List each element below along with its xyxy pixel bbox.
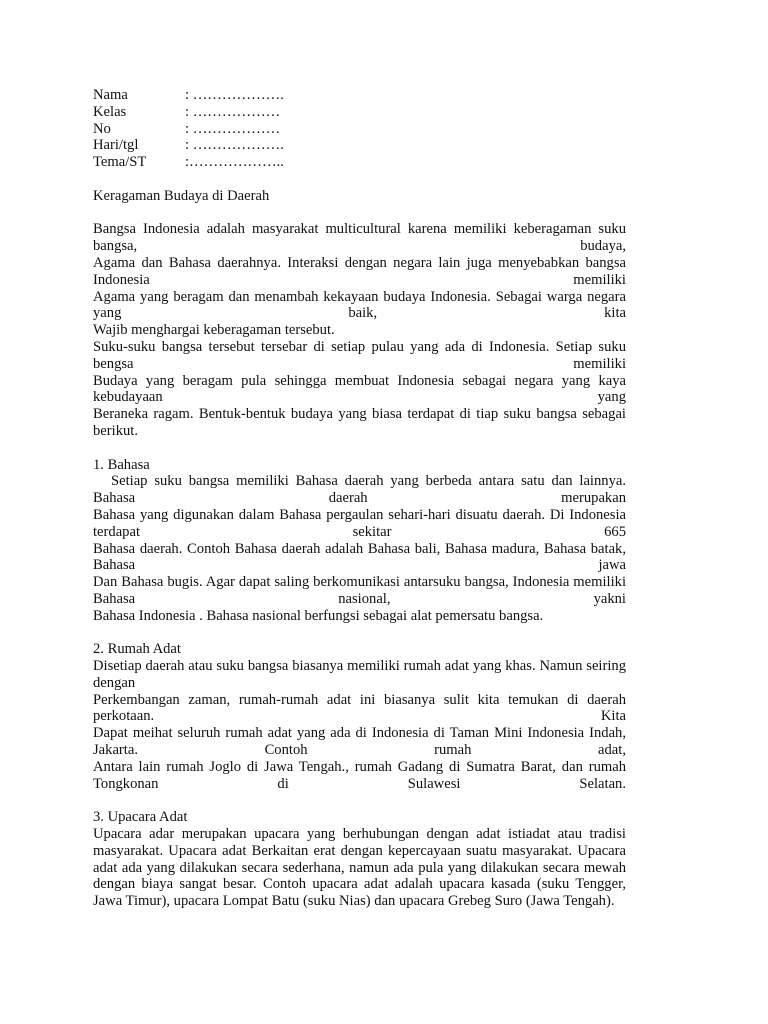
section-line: Perkembangan zaman, rumah-rumah adat ini biasanya sulit kita temukan di daerah perkotaan. Kita [93,691,626,725]
header-value: : ………………. [185,137,284,154]
section-heading: 2. Rumah Adat [93,641,181,658]
header-field-nama [93,87,626,104]
intro-line: Wajib menghargai keberagaman tersebut. [93,322,335,339]
section-line: Dapat meihat seluruh rumah adat yang ada di Indonesia di Taman Mini Indonesia Indah, Jakarta. Contoh rumah adat, [93,725,626,759]
intro-line: Suku-suku bangsa tersebut tersebar di setiap pulau yang ada di Indonesia. Setiap suku bengsa memiliki [93,338,626,372]
header-value: : ………………. [185,87,284,103]
section-line: Bahasa daerah. Contoh Bahasa daerah adalah Bahasa bali, Bahasa madura, Bahasa batak, Bahasa jawa [93,540,626,574]
header-label: Nama [93,87,128,103]
student-info-header [93,87,626,171]
document-title: Keragaman Budaya di Daerah [93,187,270,204]
section-line [93,473,626,507]
header-field-kelas [93,104,626,121]
header-label: Kelas [93,103,127,120]
header-label: Hari/tgl [93,137,139,154]
intro-line: Agama yang beragam dan menambah kekayaan budaya Indonesia. Sebagai warga negara yang baik, kita [93,288,626,322]
intro-line: Agama dan Bahasa daerahnya. Interaksi dengan negara lain juga menyebabkan bangsa Indonesia memiliki [93,254,626,288]
header-value: :……………….. [185,154,284,171]
header-field-no [93,121,626,138]
intro-paragraph [93,221,626,439]
section-line: Upacara adar merupakan upacara yang berhubungan dengan adat istiadat atau tradisi masyarakat. Upacara adat Berkaitan erat dengan kepercayaan suatu masyarakat. Upacara adat ada yang dilakukan secara sederhana, namun ada pula yang dilakukan secara mewah dengan biaya sangat besar. Contoh upacara adat adalah upacara kasada (suku Tengger, Jawa Timur), upacara Lompat Batu (suku Nias) dan upacara Grebeg Suro (Jawa Tengah). [93,826,626,910]
header-value: : ……………… [185,120,281,137]
section-line: Antara lain rumah Joglo di Jawa Tengah., rumah Gadang di Sumatra Barat, dan rumah Tongkonan di Sulawesi Selatan. [93,758,626,792]
header-label: Tema/ST [93,154,147,171]
header-value: : ……………… [185,103,281,120]
section-line-text: Setiap suku bangsa memiliki Bahasa daerah yang berbeda antara satu dan lainnya. Bahasa daerah merupakan [93,473,626,507]
section-bahasa [93,457,626,625]
section-heading: 1. Bahasa [93,456,150,473]
header-field-tema-st [93,154,626,171]
section-line: Disetiap daerah atau suku bangsa biasanya memiliki rumah adat yang khas. Namun seiring dengan [93,658,626,691]
intro-line: Bangsa Indonesia adalah masyarakat multicultural karena memiliki keberagaman suku bangsa, budaya, [93,221,626,255]
section-line: Bahasa yang digunakan dalam Bahasa pergaulan sehari-hari disuatu daerah. Di Indonesia terdapat sekitar 665 [93,506,626,540]
section-rumah-adat [93,641,626,792]
section-line: Bahasa Indonesia . Bahasa nasional berfungsi sebagai alat pemersatu bangsa. [93,607,544,624]
header-label: No [93,120,111,137]
document-page [93,87,626,910]
header-field-hari-tgl [93,137,626,154]
intro-line: Budaya yang beragam pula sehingga membuat Indonesia sebagai negara yang kaya kebudayaan yang [93,372,626,406]
intro-line: Beraneka ragam. Bentuk-bentuk budaya yang biasa terdapat di tiap suku bangsa sebagai berikut. [93,406,626,439]
section-line: Dan Bahasa bugis. Agar dapat saling berkomunikasi antarsuku bangsa, Indonesia memiliki Bahasa nasional, yakni [93,574,626,607]
section-upacara-adat [93,809,626,910]
section-heading: 3. Upacara Adat [93,809,188,826]
